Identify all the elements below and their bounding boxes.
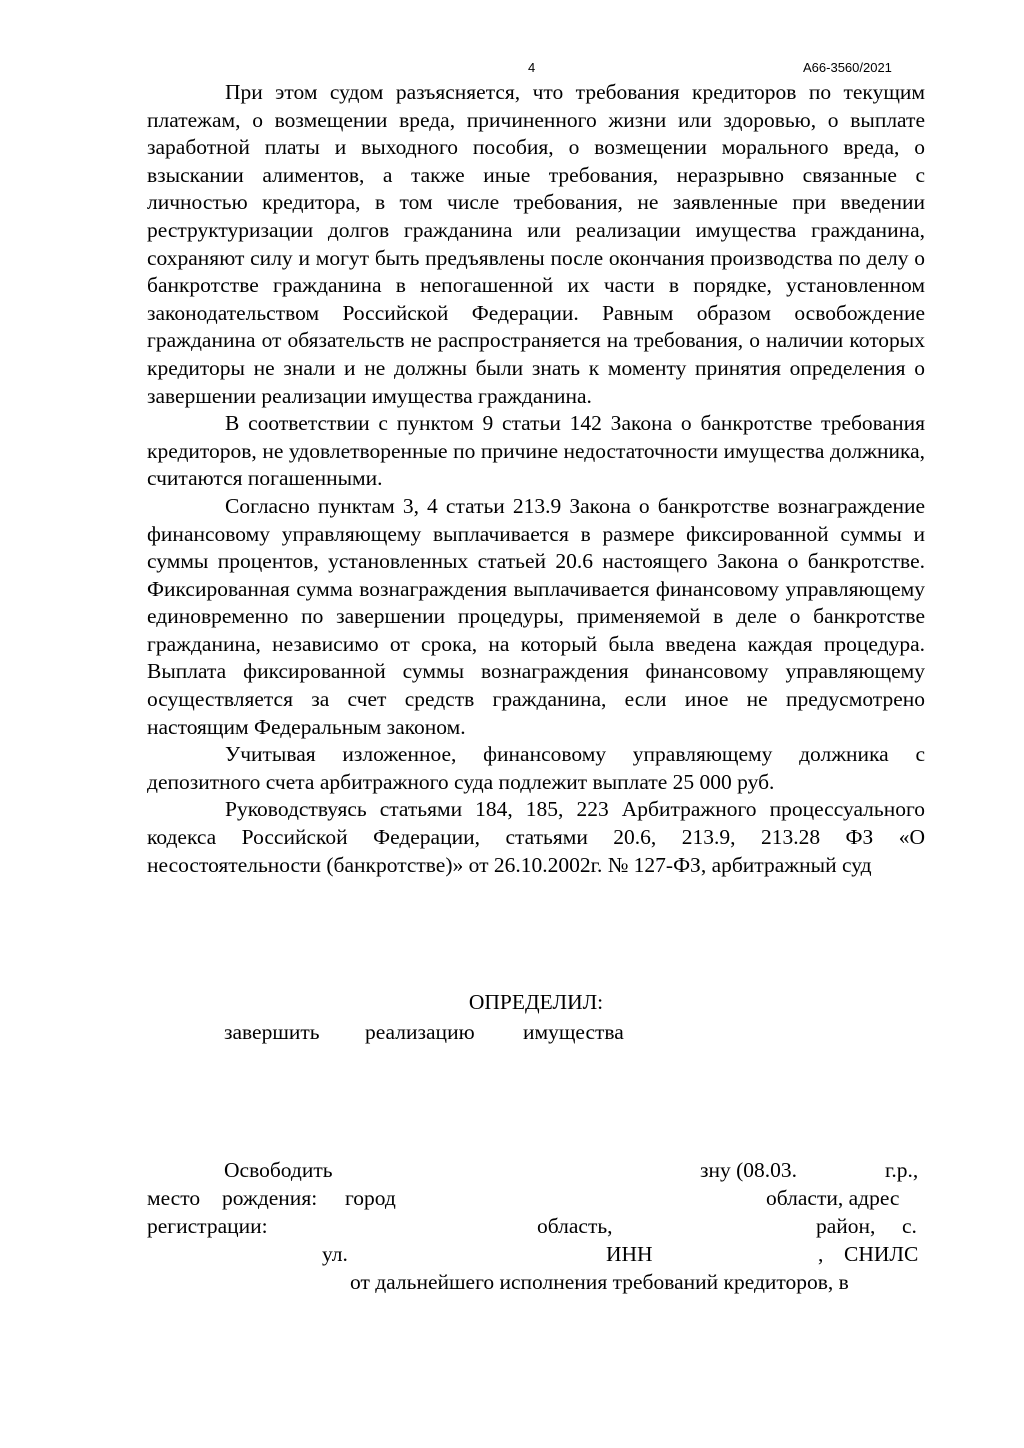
- paragraph-guided-by: Руководствуясь статьями 184, 185, 223 Арбитражного процессуального кодекса Российской Федерации, статьями 20.6, 213.9, 213.28 ФЗ «О несостоятельности (банкротстве)» от 26.10.2002г. № 127-ФЗ, арбитражный суд: [147, 797, 925, 877]
- paragraph-manager-fee: Согласно пунктам 3, 4 статьи 213.9 Закона о банкротстве вознаграждение финансовому управляющему выплачивается в размере фиксированной суммы и суммы процентов, установленных статьей 20.6 настоящего Закона о банкротстве. Фиксированная сумма вознаграждения выплачивается финансовому управляющему единовременно по завершении процедуры, применяемой в деле о банкротстве гражданина, независимо от срока, на который была введена каждая процедура. Выплата фиксированной суммы вознаграждения финансовому управляющему осуществляется за счет средств гражданина, если иное не предусмотрено настоящим Федеральным законом.: [147, 493, 925, 739]
- paragraph-creditors-claims: При этом судом разъясняется, что требования кредиторов по текущим платежам, о возмещении вреда, причиненного жизни или здоровью, о выплате заработной платы и выходного пособия, о возмещении морального вреда, о взыскании алиментов, а также иные требования, неразрывно связанные с личностью кредитора, в том числе требования, не заявленные при введении реструктуризации долгов гражданина или реализации имущества гражданина, сохраняют силу и могут быть предъявлены после окончания производства по делу о банкротстве гражданина в непогашенной их части в порядке, установленном законодательством Российской Федерации. Равным образом освобождение гражданина от обязательств не распространяется на требования, о наличии которых кредиторы не знали и не должны были знать к моменту принятия определения о завершении реализации имущества гражданина.: [147, 80, 925, 408]
- paragraph-payment: Учитывая изложенное, финансовому управляющему должника с депозитного счета арбитражного суда подлежит выплате 25 000 руб.: [147, 742, 925, 794]
- region-address-label: области, адрес: [766, 1186, 900, 1210]
- decision-heading: ОПРЕДЕЛИЛ:: [468, 990, 604, 1014]
- inn-comma: ,: [818, 1242, 824, 1266]
- decision-word-complete: завершить: [224, 1020, 320, 1044]
- snils-label: СНИЛС: [844, 1242, 919, 1266]
- inn-label: ИНН: [606, 1242, 653, 1266]
- paragraph-claims-repaid: В соответствии с пунктом 9 статьи 142 Закона о банкротстве требования кредиторов, не удовлетворенные по причине недостаточности имущества должника, считаются погашенными.: [147, 411, 925, 491]
- birthplace-label: место: [147, 1186, 201, 1210]
- release-word: Освободить: [224, 1158, 333, 1182]
- city-word: город: [345, 1186, 396, 1210]
- page-number: 4: [528, 60, 536, 75]
- district-word: район,: [816, 1214, 876, 1238]
- decision-word-property: имущества: [523, 1020, 624, 1044]
- birthplace-label-2: рождения:: [222, 1186, 318, 1210]
- document-body: [147, 79, 925, 879]
- region-word: область,: [537, 1214, 613, 1238]
- village-abbr: с.: [902, 1214, 917, 1238]
- case-number: А66-3560/2021: [803, 60, 892, 75]
- birth-year-suffix: г.р.,: [885, 1158, 919, 1182]
- decision-word-realization: реализацию: [365, 1020, 475, 1044]
- release-tail: от дальнейшего исполнения требований кредиторов, в: [350, 1270, 849, 1294]
- street-abbr: ул.: [322, 1242, 348, 1266]
- release-name-fragment: зну (08.03.: [700, 1158, 798, 1182]
- registration-label: регистрации:: [147, 1214, 268, 1238]
